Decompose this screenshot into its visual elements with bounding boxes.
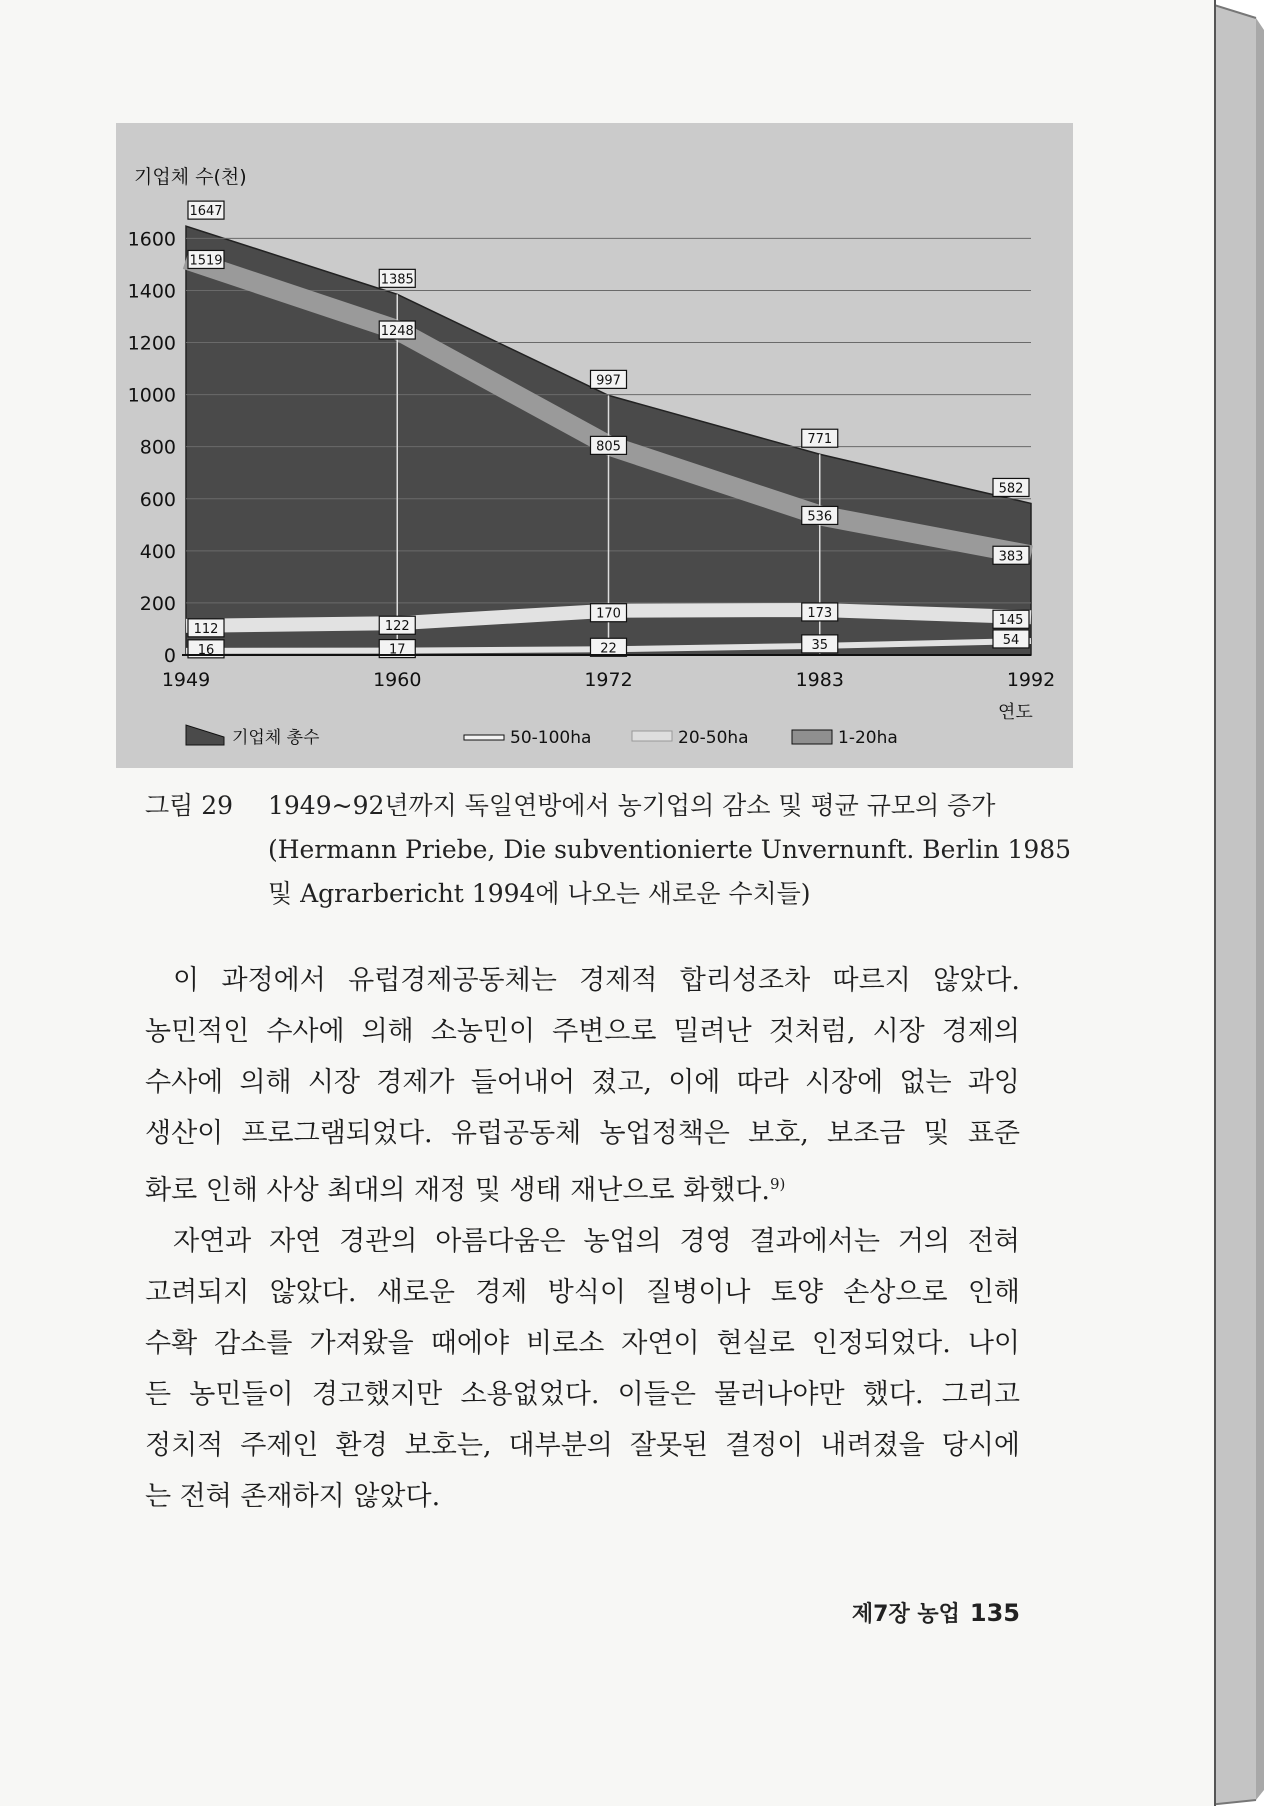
legend-swatch-50-100ha — [464, 735, 504, 740]
data-label — [802, 506, 838, 524]
y-tick-label: 600 — [139, 488, 176, 511]
text-line: 정치적 주제인 환경 보호는, 대부분의 잘못된 결정이 내려졌을 당시에 — [145, 1430, 1020, 1461]
text-line: 이 과정에서 유럽경제공동체는 경제적 합리성조차 따르지 않았다. — [173, 965, 1020, 996]
legend-label: 50-100ha — [510, 728, 592, 748]
x-tick-label: 1992 — [1006, 669, 1056, 691]
paragraph — [145, 955, 1020, 1216]
x-tick-label: 1960 — [373, 669, 422, 691]
data-label — [802, 603, 838, 621]
y-tick-label: 1600 — [127, 228, 176, 251]
data-label — [993, 630, 1029, 648]
y-tick-label: 800 — [139, 436, 176, 459]
data-label — [591, 370, 627, 388]
data-label — [379, 321, 415, 339]
text-line: 자연과 자연 경관의 아름다움은 농업의 경영 결과에서는 거의 전혀 — [173, 1226, 1020, 1257]
text-line: 고려되지 않았다. 새로운 경제 방식이 질병이나 토양 손상으로 인해 — [145, 1277, 1020, 1308]
footnote-ref[interactable]: 9) — [769, 1175, 786, 1193]
caption-line: (Hermann Priebe, Die subventionierte Unvernunft. Berlin 1985 — [268, 835, 1072, 864]
svg-text:1647: 1647 — [189, 204, 223, 220]
data-label — [591, 638, 627, 656]
legend-item-20-50ha — [632, 728, 749, 748]
x-tick-label: 1972 — [584, 669, 633, 691]
x-tick-label: 1949 — [161, 669, 211, 691]
text-line: 수사에 의해 시장 경제가 들어내어 졌고, 이에 따라 시장에 없는 과잉 — [145, 1067, 1020, 1098]
legend-swatch-total — [186, 725, 224, 745]
svg-text:173: 173 — [807, 605, 833, 621]
legend-label: 1-20ha — [838, 728, 898, 748]
legend-item-total — [186, 725, 320, 748]
svg-text:1519: 1519 — [189, 253, 223, 269]
svg-text:997: 997 — [596, 373, 621, 389]
svg-text:582: 582 — [998, 481, 1024, 497]
y-tick-label: 1200 — [127, 332, 176, 355]
data-label — [591, 436, 627, 454]
svg-text:170: 170 — [596, 606, 621, 622]
svg-text:145: 145 — [998, 613, 1024, 629]
text-line: 농민적인 수사에 의해 소농민이 주변으로 밀려난 것처럼, 시장 경제의 — [145, 1016, 1020, 1047]
svg-text:383: 383 — [998, 549, 1024, 565]
y-tick-label: 400 — [139, 540, 176, 563]
svg-text:771: 771 — [807, 432, 833, 448]
data-label — [379, 616, 415, 634]
legend-item-1-20ha — [792, 728, 898, 748]
svg-text:1248: 1248 — [380, 324, 414, 340]
text-line-content: 화로 인해 사상 최대의 재정 및 생태 재난으로 화했다. — [145, 1175, 770, 1206]
data-label — [993, 610, 1029, 628]
svg-text:112: 112 — [193, 621, 219, 637]
data-label — [802, 429, 838, 447]
data-label — [993, 478, 1029, 496]
legend-label: 기업체 총수 — [232, 728, 320, 748]
caption-line: 및 Agrarbericht 1994에 나오는 새로운 수치들) — [268, 879, 811, 908]
y-tick-label: 200 — [139, 592, 176, 615]
data-label — [188, 201, 224, 219]
text-line: 생산이 프로그램되었다. 유럽공동체 농업정책은 보호, 보조금 및 표준 — [145, 1118, 1020, 1149]
svg-text:35: 35 — [811, 637, 829, 653]
data-label — [188, 619, 224, 637]
svg-text:805: 805 — [596, 439, 621, 455]
y-tick-label: 0 — [163, 645, 176, 667]
svg-text:536: 536 — [807, 509, 833, 525]
legend-swatch-20-50ha — [632, 731, 672, 741]
chapter-title: 제7장 농업 — [851, 1602, 960, 1627]
data-label — [188, 250, 224, 268]
text-line: 든 농민들이 경고했지만 소용없었다. 이들은 물러나야만 했다. 그리고 — [145, 1379, 1020, 1410]
legend-swatch-1-20ha — [792, 730, 832, 744]
x-axis-label: 연도 — [998, 702, 1033, 723]
y-tick-label: 1000 — [127, 384, 176, 407]
page-footer — [852, 1597, 1020, 1628]
caption-line: 1949~92년까지 독일연방에서 농기업의 감소 및 평균 규모의 증가 — [268, 791, 996, 820]
text-line: 는 전혀 존재하지 않았다. — [145, 1481, 441, 1512]
text-line: 수확 감소를 가져왔을 때에야 비로소 자연이 현실로 인정되었다. 나이 — [145, 1328, 1020, 1359]
data-label — [379, 269, 415, 287]
svg-text:54: 54 — [1002, 632, 1020, 648]
svg-text:122: 122 — [384, 619, 410, 635]
legend-item-50-100ha — [464, 728, 591, 748]
area-chart — [116, 123, 1073, 768]
y-tick-label: 1400 — [127, 280, 176, 303]
data-label — [591, 604, 627, 622]
svg-text:22: 22 — [600, 641, 617, 657]
body-text — [145, 955, 1020, 1522]
figure-number: 그림 29 — [145, 791, 234, 820]
legend-label: 20-50ha — [678, 728, 749, 748]
data-label — [802, 635, 838, 653]
y-axis-label: 기업체 수(천) — [134, 166, 247, 188]
data-label — [993, 546, 1029, 564]
figure-chart — [116, 123, 1073, 768]
paragraph — [145, 1216, 1020, 1522]
x-tick-label: 1983 — [795, 669, 844, 691]
page-number: 135 — [969, 1599, 1020, 1627]
text-line — [145, 1159, 1020, 1216]
caption-text — [268, 784, 1072, 916]
svg-text:1385: 1385 — [380, 272, 414, 288]
svg-text:16: 16 — [197, 642, 215, 658]
svg-text:17: 17 — [388, 642, 406, 658]
